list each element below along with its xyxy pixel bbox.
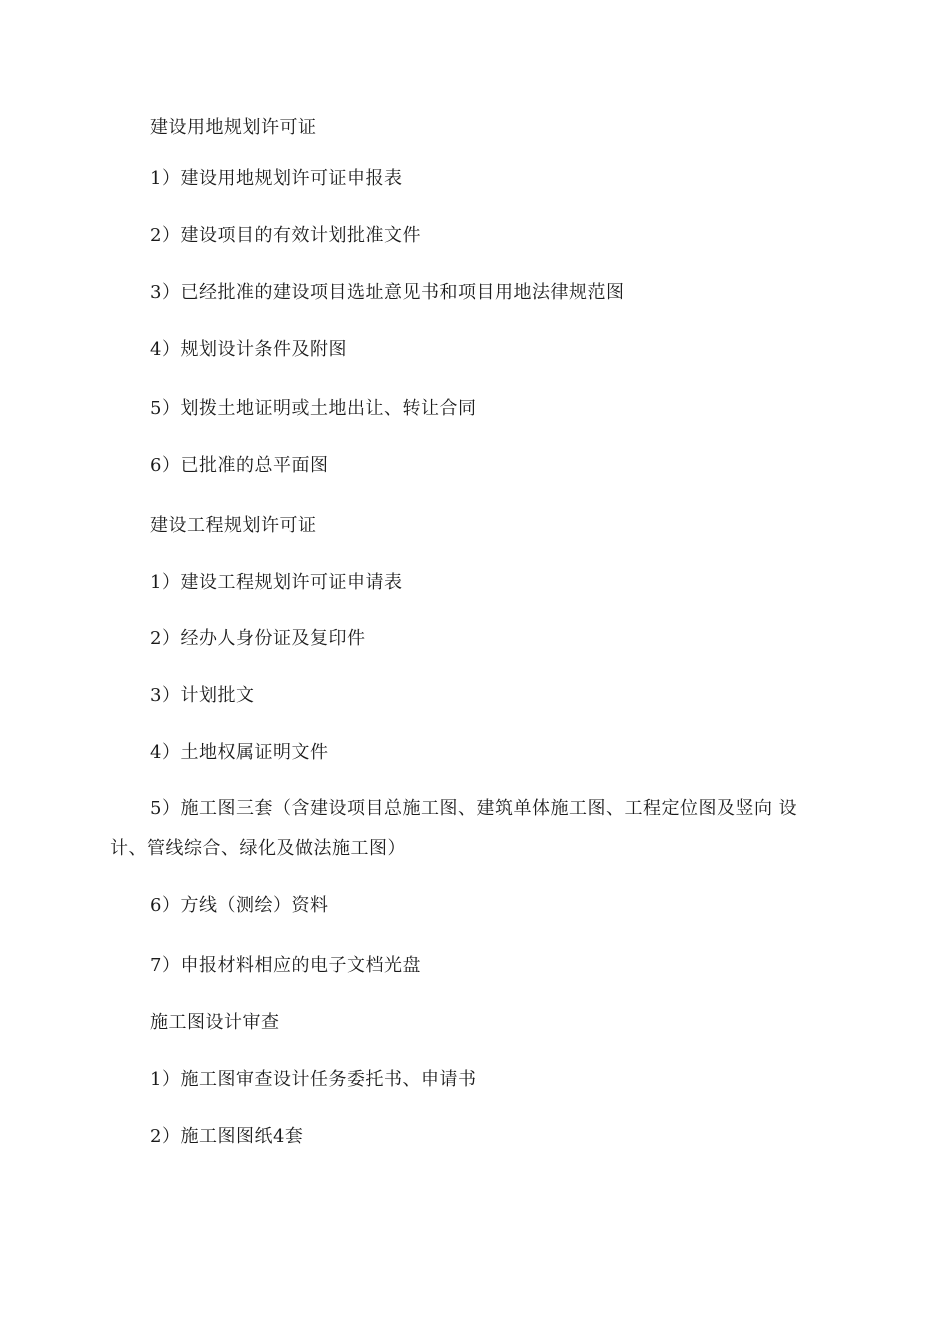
- list-item: 1）施工图审查设计任务委托书、申请书: [150, 1069, 477, 1090]
- list-item: 3）计划批文: [150, 685, 255, 706]
- list-item: 2）建设项目的有效计划批准文件: [150, 225, 421, 246]
- list-item-wrapped: [110, 789, 840, 869]
- list-item: 4）规划设计条件及附图: [150, 339, 347, 360]
- list-item-line-2: 计、管线综合、绿化及做法施工图）: [110, 838, 406, 859]
- list-item: 2）施工图图纸4套: [150, 1126, 304, 1147]
- list-item: 6）已批准的总平面图: [150, 455, 329, 476]
- list-item: 5）划拨土地证明或土地出让、转让合同: [150, 398, 477, 419]
- list-item: 7）申报材料相应的电子文档光盘: [150, 955, 421, 976]
- section-heading-land-use-permit: 建设用地规划许可证: [150, 117, 317, 138]
- list-item: 4）土地权属证明文件: [150, 742, 329, 763]
- list-item-line-1: 5）施工图三套（含建设项目总施工图、建筑单体施工图、工程定位图及竖向 设: [150, 798, 798, 819]
- list-item: 2）经办人身份证及复印件: [150, 628, 366, 649]
- list-item: 6）方线（测绘）资料: [150, 895, 329, 916]
- section-heading-construction-permit: 建设工程规划许可证: [150, 515, 317, 536]
- list-item: 1）建设工程规划许可证申请表: [150, 572, 403, 593]
- section-heading-drawing-review: 施工图设计审查: [150, 1012, 280, 1033]
- list-item: 3）已经批准的建设项目选址意见书和项目用地法律规范图: [150, 282, 625, 303]
- list-item: 1）建设用地规划许可证申报表: [150, 168, 403, 189]
